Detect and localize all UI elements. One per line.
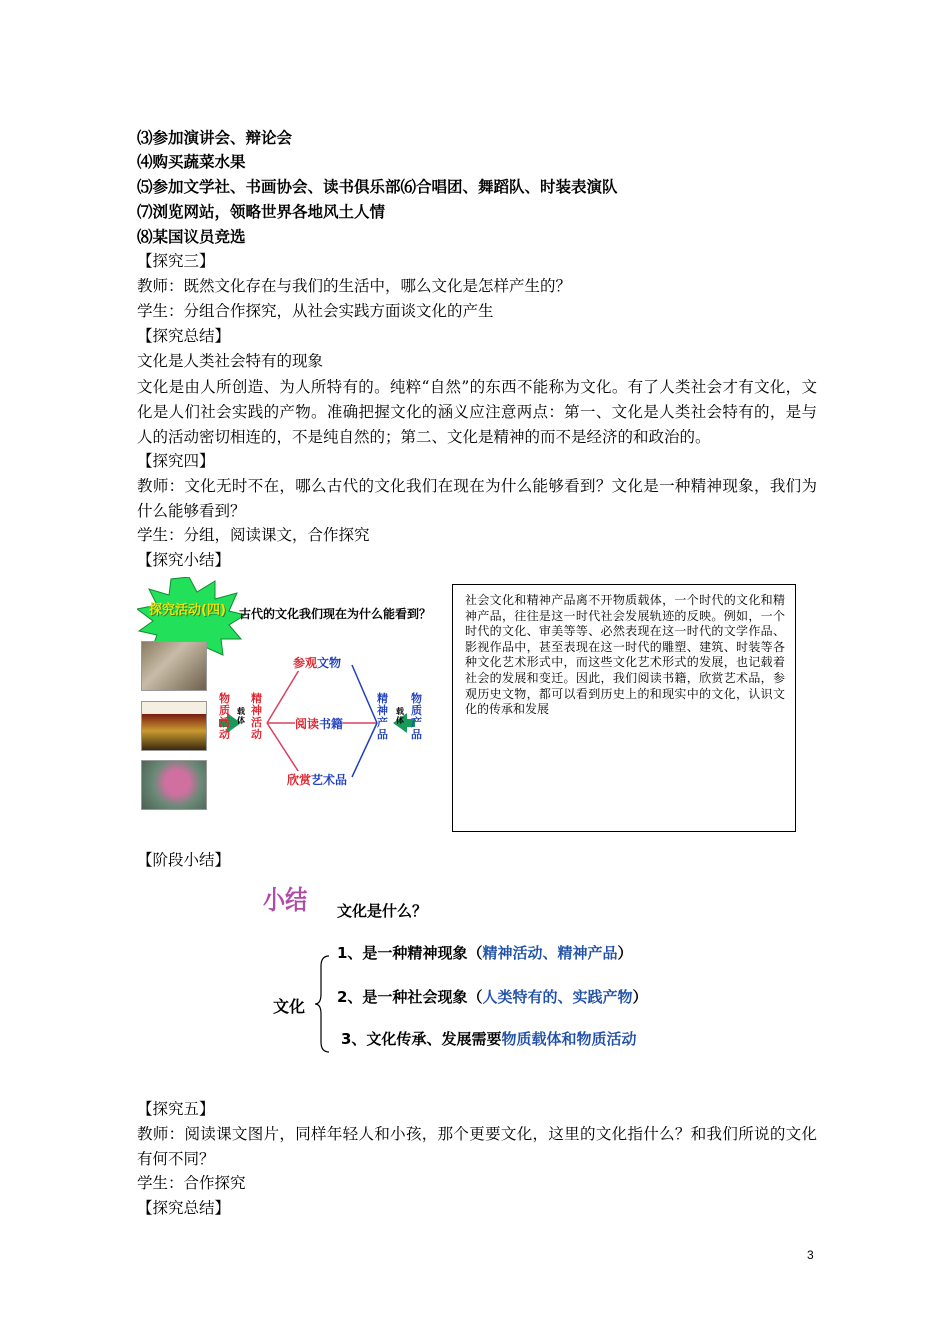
left-label-a: 精神活动 bbox=[251, 692, 262, 741]
list-item: ⑺浏览网站，领略世界各地风土人情 bbox=[137, 203, 386, 221]
list-item: ⑸参加文学社、书画协会、读书俱乐部⑹合唱团、舞蹈队、时装表演队 bbox=[137, 178, 618, 196]
summary-paragraph: 文化是由人所创造、为人所特有的。纯粹“自然”的东西不能称为文化。有了人类社会才有文化，文化是人们社会实践的产物。准确把握文化的涵义应注意两点：第一、文化是人类社会特有的，是与人的活动密切相连的，不是纯自然的；第二、文化是精神的而不是经济的和政治的。 bbox=[137, 378, 817, 446]
page-number: 3 bbox=[807, 1248, 814, 1262]
section-heading: 【探究五】 bbox=[137, 1100, 215, 1118]
section-heading: 【探究总结】 bbox=[137, 327, 231, 345]
section-heading: 【阶段小结】 bbox=[137, 851, 231, 869]
slide-figure bbox=[137, 577, 437, 820]
section-heading: 【探究四】 bbox=[137, 452, 215, 470]
summary-root: 文化 bbox=[273, 997, 306, 1016]
summary-badge: 小结 bbox=[263, 886, 308, 916]
student-line: 学生：分组，阅读课文，合作探究 bbox=[137, 526, 370, 544]
teacher-line: 教师：文化无时不在，哪么古代的文化我们在现在为什么能够看到？文化是一种精神现象，我们为什么能够看到？ bbox=[137, 477, 817, 520]
section-heading: 【探究小结】 bbox=[137, 551, 231, 569]
section-heading: 【探究总结】 bbox=[137, 1199, 231, 1217]
node-middle: 阅读书籍 bbox=[295, 717, 344, 731]
list-item: ⑶参加演讲会、辩论会 bbox=[137, 129, 293, 147]
summary-diagram bbox=[255, 876, 735, 1056]
burst-label: 探究活动(四) bbox=[149, 603, 226, 618]
left-label-b: 物质活动 bbox=[219, 692, 230, 741]
summary-item-2: 2、是一种社会现象（人类特有的、实践产物） bbox=[337, 988, 648, 1006]
painting-photo bbox=[141, 760, 207, 810]
artifact-photo bbox=[141, 641, 207, 691]
summary-question: 文化是什么？ bbox=[337, 902, 428, 920]
section-heading: 【探究三】 bbox=[137, 252, 215, 270]
student-line: 学生：分组合作探究，从社会实践方面谈文化的产生 bbox=[137, 302, 494, 320]
summary-item-3: 3、文化传承、发展需要物质载体和物质活动 bbox=[341, 1030, 637, 1048]
right-label-b: 精神产品 bbox=[377, 692, 388, 741]
student-line: 学生：合作探究 bbox=[137, 1174, 246, 1192]
list-item: ⑻某国议员竞选 bbox=[137, 228, 246, 246]
explanation-textbox: 社会文化和精神产品离不开物质载体，一个时代的文化和精神产品，往往是这一时代社会发展轨迹的反映。例如，一个时代的文化、审美等等、必然表现在这一时代的文学作品、影视作品中，甚至表现在这一时代的雕塑、建筑、时装等各种文化艺术形式中，而这些文化艺术形式的发展，也记载着社会的发展和变迁。因此，我们阅读书籍，欣赏艺术品，参观历史文物，都可以看到历史上的和现实中的文化，认识文化的传承和发展 bbox=[452, 584, 796, 832]
brace-icon bbox=[313, 954, 333, 1054]
right-label-a: 物质产品 bbox=[411, 692, 422, 741]
books-photo bbox=[141, 701, 207, 751]
node-top: 参观文物 bbox=[293, 656, 342, 670]
diagram-question: 古代的文化我们现在为什么能看到？ bbox=[239, 607, 432, 621]
summary-item-1: 1、是一种精神现象（精神活动、精神产品） bbox=[337, 944, 633, 962]
right-label-mid: 载体 bbox=[396, 707, 404, 725]
teacher-line: 教师：阅读课文图片，同样年轻人和小孩，那个更要文化，这里的文化指什么？和我们所说的文化有何不同？ bbox=[137, 1125, 817, 1168]
left-label-mid: 载体 bbox=[237, 707, 245, 725]
node-bottom: 欣赏艺术品 bbox=[287, 773, 348, 787]
teacher-line: 教师：既然文化存在与我们的生活中，哪么文化是怎样产生的？ bbox=[137, 277, 572, 295]
list-item: ⑷购买蔬菜水果 bbox=[137, 153, 246, 171]
summary-line: 文化是人类社会特有的现象 bbox=[137, 352, 324, 370]
